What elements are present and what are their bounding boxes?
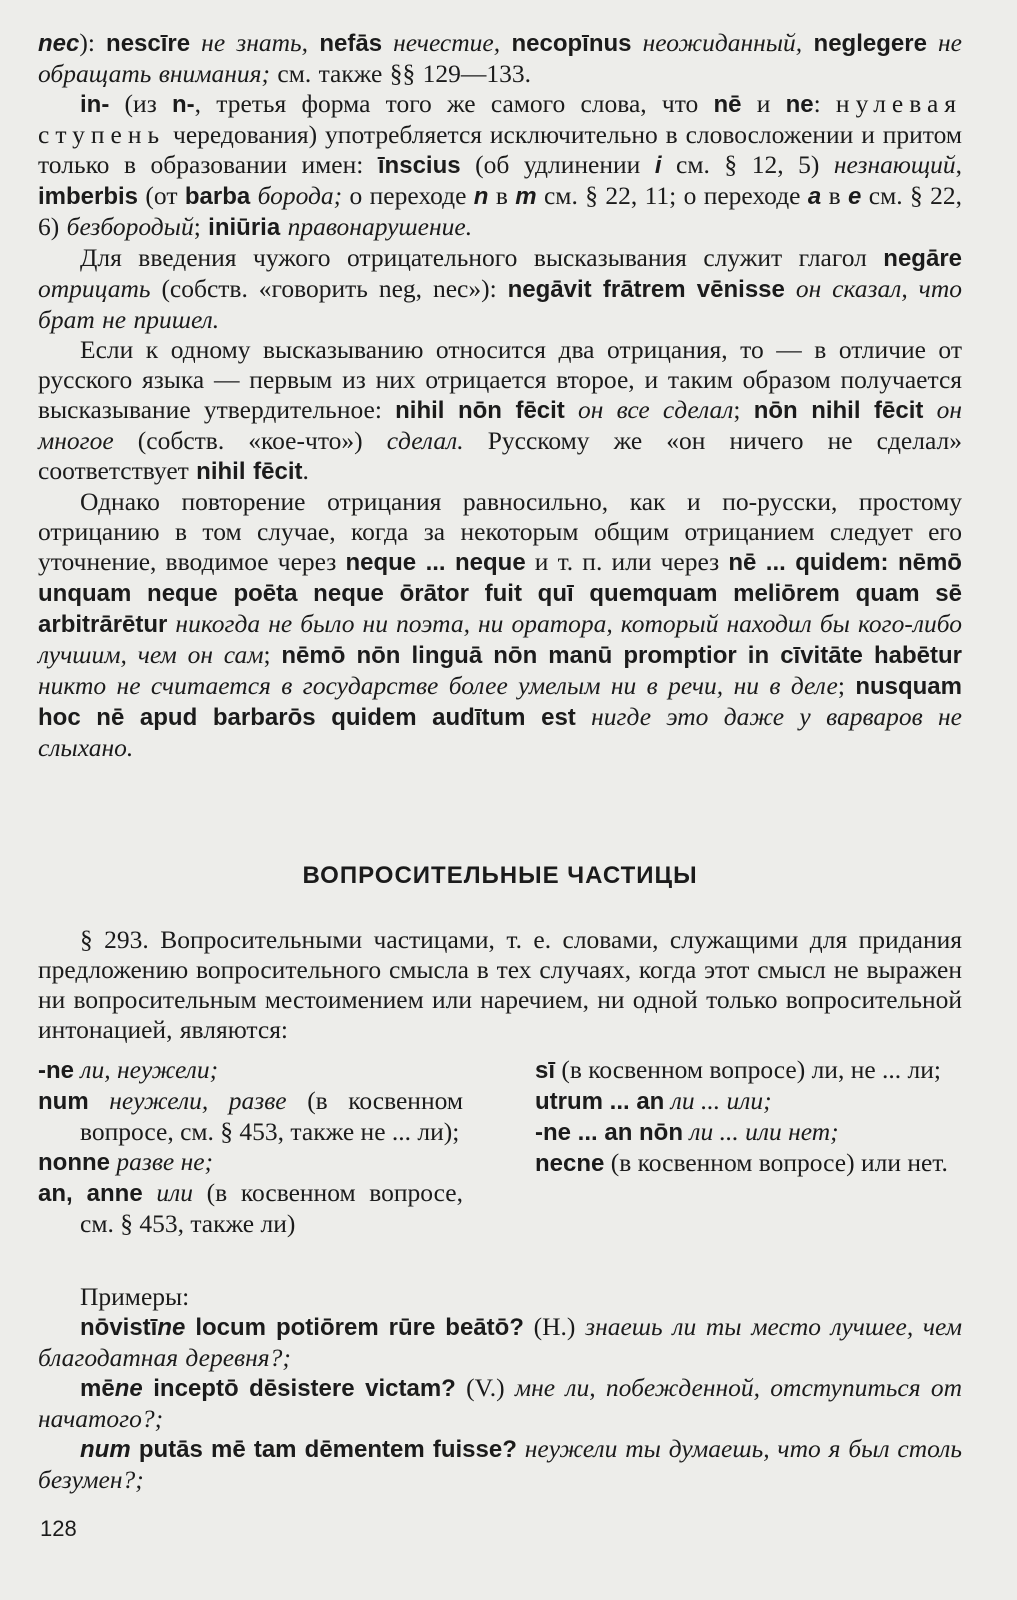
- example-3: num putās mē tam dēmentem fuisse? неужели ты думаешь, что я был столь безумен?;: [38, 1434, 962, 1494]
- paragraph-293: [38, 925, 962, 1045]
- particle-entry: num неужели, разве (в косвенном вопросе, см. § 453, также не ... ли);: [38, 1086, 463, 1146]
- particle-entry: necne (в косвенном вопросе) или нет.: [535, 1148, 948, 1177]
- particle-entry: utrum ... an ли ... или;: [535, 1086, 772, 1115]
- paragraph-293-text: § 293. Вопросительными частицами, т. е. словами, служащими для придания предложению вопросительного смысла в тех случаях, когда этот смысл не выражен ни вопросительным местоимением или наречием, ни одной только вопросительной интонацией, являются:: [38, 925, 962, 1044]
- particle-entry: -ne ... an nōn ли ... или нет;: [535, 1117, 839, 1146]
- particle-entry: -ne ли, неужели;: [38, 1055, 219, 1084]
- paragraph-repeated-negation: Однако повторение отрицания равносильно, как и по-русски, простому отрицанию в том случае, когда за некоторым общим отрицанием следует его уточнение, вводимое через neque ... neque и т. п. или через nē ... quidem: nēmō unquam neque poēta neque ōrātor fuit quī quemquam meliōrem quam sē arbitrārētur никогда не было ни поэта, ни оратора, который находил бы кого-либо лучшим, чем он сам; nēmō nōn linguā nōn manū promptior in cīvitāte habētur никто не считается в государстве более умелым ни в речи, ни в деле; nusquam hoc nē apud barbarōs quidem audītum est нигде это даже у варваров не слыхано.: [38, 487, 962, 762]
- examples-block: [38, 1282, 962, 1495]
- section-heading: ВОПРОСИТЕЛЬНЫЕ ЧАСТИЦЫ: [302, 862, 698, 889]
- page-number: 128: [40, 1516, 77, 1541]
- examples-label: Примеры:: [80, 1282, 190, 1311]
- particle-entry: an, anne или (в косвенном вопросе, см. § 453, также ли): [38, 1178, 463, 1238]
- particles-left-column: [38, 1055, 463, 1239]
- intro-text: [38, 28, 962, 763]
- paragraph-nec-examples: nec): nescīre не знать, nefās нечестие, necopīnus неожиданный, neglegere не обращать внимания; см. также §§ 129—133.: [38, 28, 962, 88]
- particles-right-column: [535, 1055, 962, 1179]
- example-1: nōvistīne locum potiōrem rūre beātō? (H.) знаешь ли ты место лучшее, чем благодатная деревня?;: [38, 1312, 962, 1372]
- example-2: mēne inceptō dēsistere victam? (V.) мне ли, побежденной, отступиться от начатого?;: [38, 1373, 962, 1433]
- paragraph-double-negation: Если к одному высказыванию относится два отрицания, то — в отличие от русского языка — первым из них отрицается второе, и таким образом получается высказывание утвердительное: nihil nōn fēcit он все сделал; nōn nihil fēcit он многое (собств. «кое-что») сделал. Русскому же «он ничего не сделал» соответствует nihil fēcit.: [38, 335, 962, 485]
- paragraph-negare: Для введения чужого отрицательного высказывания служит глагол negāre отрицать (собств. «говорить neg, nec»): negāvit frātrem vēnisse он сказал, что брат не пришел.: [38, 243, 962, 334]
- paragraph-in-prefix: in- (из n-, третья форма того же самого слова, что nē и ne: нулевая ступень чередования) употребляется исключительно в словосложении и притом только в образовании имен: īnscius (об удлинении i см. § 12, 5) незнающий, imberbis (от barba борода; о переходе n в m см. § 22, 11; о переходе a в e см. § 22, 6) безбородый; iniūria правонарушение.: [38, 89, 962, 241]
- particle-entry: nonne разве не;: [38, 1147, 214, 1176]
- particle-entry: sī (в косвенном вопросе) ли, не ... ли;: [535, 1055, 942, 1084]
